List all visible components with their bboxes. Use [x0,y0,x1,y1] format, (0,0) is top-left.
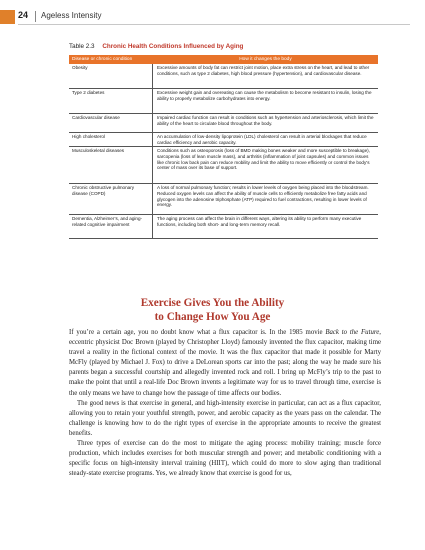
section-heading-line-2: to Change How You Age [154,311,271,323]
paragraph-1 [69,328,381,399]
condition-cell: Obesity [69,64,153,88]
column-header-condition: Disease or chronic condition [72,57,133,62]
column-header-effect: How it changes the body [239,57,292,62]
table-row [69,184,378,215]
header-divider [35,11,36,22]
condition-cell: Cardiovascular disease [69,114,153,132]
paragraph-2: The good news is that exercise in general, and high-intensity exercise in particular, can act as a flux capacitor, allowing you to retain your youthful strength, power, and aerobic capacity as the years pass on the calendar. The challenge is knowing how to do the right types of exercise in the appropriate amounts to receive the greatest benefits. [69,399,381,437]
running-title: Ageless Intensity [41,11,102,20]
table-number: Table 2.3 [69,43,95,50]
paragraph-1-start: If you’re a certain age, you no doubt know what a flux capacitor is. In the 1985 movie [69,329,326,336]
paragraph-1-rest: , eccentric physicist Doc Brown (played by Christopher Lloyd) famously invented the flux capacitor, making time travel a reality in the fictional context of the movie. It was the flux capacitor that made it possible for Marty McFly (played by Michael J. Fox) to drive a DeLorean sports car into the past; along the way he made sure his parents began a successful courtship and allegedly invented rock and roll. I bring up McFly’s trip to the past to make the point that until a real-life Doc Brown invents a legitimate way for us to travel through time, exercise is the only means we have to change how the passage of time affects our bodies. [69,329,381,397]
effect-cell: An accumulation of low-density lipoprotein (LDL) cholesterol can result in arterial blockages that reduce cardiac efficiency and aerobic capacity. [157,134,367,145]
table-row [69,64,378,89]
condition-cell: Dementia, Alzheimer’s, and aging-related cognitive impairment [69,215,153,238]
effect-cell: The aging process can affect the brain in different ways, altering its ability to perform many executive functions, including both short- and long-term memory recall. [157,216,362,227]
effect-cell: Excessive weight gain and overeating can cause the metabolism to become resistant to insulin, losing the ability to properly metabolize carbohydrates into energy. [157,90,372,101]
body-text [69,328,381,479]
table-row [69,89,378,114]
page-number: 24 [18,10,29,20]
movie-title: Back to the Future [325,329,380,336]
header-accent-bar [0,10,15,24]
effect-cell: Excessive amounts of body fat can restrict joint motion, place extra stress on the heart, and lead to other conditions, such as type 2 diabetes, high blood pressure (hypertension), and cardiovascular disease. [157,65,370,76]
effect-cell: A loss of normal pulmonary function; results in lower levels of oxygen being placed into the bloodstream. Reduced oxygen levels can affect the ability of muscle cells to efficiently metabolize free fatty acids and glycogen into the adenosine triphosphate (ATP) required to fuel contractions, resulting in lower levels of energy. [157,185,369,208]
condition-cell: High cholesterol [69,133,153,146]
section-heading [40,296,385,324]
condition-cell: Musculoskeletal diseases [69,147,153,183]
health-conditions-table [69,55,378,239]
page-header [18,10,410,25]
table-row [69,215,378,239]
section-heading-line-1: Exercise Gives You the Ability [140,297,285,309]
table-header-row [69,55,378,64]
condition-cell: Chronic obstructive pulmonary disease (COPD) [69,184,153,214]
effect-cell: Impaired cardiac function can result in conditions such as hypertension and arteriosclerosis, which limit the ability of the heart to circulate blood throughout the body. [157,115,374,126]
paragraph-3: Three types of exercise can do the most to mitigate the aging process: mobility training; muscle force production, which includes exercises for both muscular strength and power; and metabolic conditioning with a specific focus on high-intensity interval training (HIIT), which could do more to slow aging than traditional steady-state exercise programs. Yes, we already know that exercise is good for us, [69,440,381,478]
table-title: Chronic Health Conditions Influenced by Aging [102,43,244,50]
table-row [69,147,378,184]
table-row [69,114,378,133]
condition-cell: Type 2 diabetes [69,89,153,113]
table-caption [69,43,369,50]
effect-cell: Conditions such as osteoporosis (loss of BMD making bones weaker and more susceptible to breakage), sarcopenia (loss of lean muscle mass), and arthritis (inflammation of joint capsules) and common issues like chronic low back pain can reduce mobility and limit the ability to move efficiently or control the body’s center of mass over its base of support. [157,148,370,171]
table-row [69,133,378,147]
